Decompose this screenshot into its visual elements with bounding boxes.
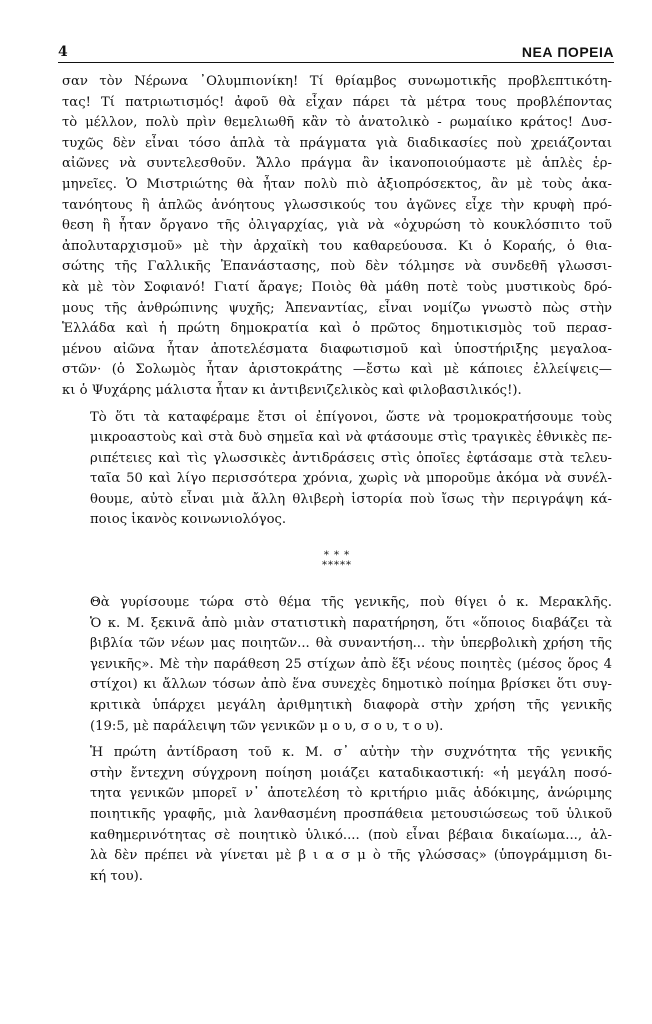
text-line: καθημερινότητας σὲ ποιητικὸ ὑλικό.... (ποὺ εἶναι βέβαια δικαίωμα..., ἀλ- <box>90 827 612 843</box>
text-line: ποιος ἱκανὸς κοινωνιολόγος. <box>90 512 287 528</box>
text-line: λὰ δὲν πρέπει νὰ γίνεται μὲ β ι α σ μ ὸ τῆς γλώσσας» (ὑπογράμμιση δι- <box>90 848 612 864</box>
text-line: αἰῶνες νὰ συντελεσθοῦν. Ἄλλο πράγμα ἂν ἱκανοποιούμαστε μὲ ἁπλὲς ἑρ- <box>62 156 612 172</box>
text-line: γενικῆς». Μὲ τὴν παράθεση 25 στίχων ἀπὸ ἕξι νέους ποιητὲς (μέσος ὅρος 4 <box>90 656 612 672</box>
text-line: τας! Τί πατριωτισμός! ἀφοῦ θὰ εἶχαν πάρει τὰ μέτρα τους προβλέποντας <box>62 94 612 110</box>
text-line: θεση ἢ ἦταν ὄργανο τῆς ὀλιγαρχίας, γιὰ νὰ «ὀχυρώση τὸ κουκλόσπιτο τοῦ <box>62 218 612 234</box>
text-line: βιβλία τῶν νέων μας ποιητῶν... θὰ συναντήση... τὴν ὑπερβολικὴ χρήση τῆς <box>90 636 612 652</box>
text-line: κή του). <box>90 868 143 884</box>
text-line: κριτικὰ ὑπάρχει μεγάλη ἀριθμητικὴ διαφορὰ στὴν χρήση τῆς γενικῆς <box>90 698 612 714</box>
header-rule <box>58 62 614 63</box>
section-separator <box>62 551 612 571</box>
text-line: ἀπολυταρχισμοῦ» μὲ τὴν ἀρχαϊκὴ του καθαρεύουσα. Κι ὁ Κοραής, ὁ θια- <box>62 238 612 254</box>
page-number: 4 <box>58 44 68 60</box>
text-line: μους τῆς ἀνθρώπινης ψυχῆς; Ἀπεναντίας, εἶναι νομίζω γνωστὸ πὼς στὴν <box>62 300 612 316</box>
paragraph-1 <box>62 72 612 402</box>
text-line: (19:5, μὲ παράλειψη τῶν γενικῶν μ ο υ, σ ο υ, τ ο υ). <box>90 718 444 734</box>
text-line: κὰ μὲ τὸν Σοφιανό! Γιατί ἄραγε; Ποιὸς θὰ μάθη ποτὲ τοὺς μυστικοὺς δρό- <box>62 279 612 295</box>
text-line: Ἡ πρώτη ἀντίδραση τοῦ κ. Μ. σ᾿ αὐτὴν τὴν συχνότητα τῆς γενικῆς <box>90 745 612 761</box>
text-line: Ὁ κ. Μ. ξεκινᾶ ἀπὸ μιὰν στατιστικὴ παρατήρηση, ὅτι «ὅποιος διαβάζει τὰ <box>90 615 612 631</box>
text-line: στῶν· (ὁ Σολωμὸς ἦταν ἀριστοκράτης —ἔστω καὶ μὲ κάποιες ἐλλείψεις— <box>62 362 612 378</box>
paragraph-4 <box>62 743 612 887</box>
text-line: Ἑλλάδα καὶ ἡ πρώτη δημοκρατία καὶ ὁ πρῶτος δημοτικισμὸς τοῦ περασ- <box>62 321 612 337</box>
page-header <box>58 38 614 60</box>
text-line: Θὰ γυρίσουμε τώρα στὸ θέμα τῆς γενικῆς, ποὺ θίγει ὁ κ. Μερακλῆς. <box>90 595 612 611</box>
text-line: ποιητικῆς γραφῆς, μιὰ λανθασμένη προσπάθεια μετουσιώσεως τοῦ ὑλικοῦ <box>90 807 612 822</box>
article-body <box>62 72 612 887</box>
text-line: τὸ μέλλον, πολὺ πρὶν θεμελιωθῆ κἂν τὸ ἀνατολικὸ - ρωμαίικο κράτος! Δυσ- <box>62 115 612 131</box>
text-line: ταῖα 50 καὶ λίγο περισσότερα χρόνια, χωρὶς νὰ μποροῦμε ἀκόμα νὰ συνέλ- <box>90 471 612 487</box>
text-line: μικροαστοὺς καὶ στὰ δυὸ σημεῖα καὶ νὰ φτάσουμε στὶς τραγικὲς ἐθνικὲς πε- <box>90 430 612 446</box>
text-line: μηνεῖες. Ὁ Μιστριώτης θὰ ἦταν πολὺ πιὸ ἀξιοπρόσεκτος, ἂν μὲ τοὺς ἀκα- <box>62 176 612 192</box>
text-line: σώτης τῆς Γαλλικῆς Ἐπανάστασης, ποὺ δὲν τόλμησε νὰ συνδεθῆ γλωσσι- <box>62 259 612 275</box>
text-line: τυχῶς δὲν εἶναι τόσο ἁπλὰ τὰ πράγματα γιὰ διαδικασίες ποὺ χρειάζονται <box>62 135 612 151</box>
text-line: στίχοι) κι ἄλλων τόσων ἀπὸ ἕνα συνεχὲς δημοτικὸ ποίημα βρίσκει ὅτι συγ- <box>90 677 612 693</box>
text-line: θουμε, αὐτὸ εἶναι μιὰ ἄλλη θλιβερὴ ἱστορία ποὺ ἴσως τὴν περιγράψη κά- <box>90 491 612 507</box>
separator-top: * * * <box>323 550 351 562</box>
text-line: στὴν ἔντεχνη σύγχρονη ποίηση μοιάζει καταδικαστική: «ἡ μεγάλη ποσό- <box>90 765 612 781</box>
text-line: Τὸ ὅτι τὰ καταφέραμε ἔτσι οἱ ἐπίγονοι, ὥστε νὰ τρομοκρατήσουμε τοὺς <box>90 409 612 425</box>
text-line: ριπέτειες καὶ τὶς γλωσσικὲς ἀντιδράσεις στὶς ὁποῖες ἐφτάσαμε στὰ τελευ- <box>90 450 612 466</box>
text-line: μένου αἰῶνα ἦταν ἀποτελέσματα διαφωτισμοῦ καὶ ὑποστήριξης μεγαλοα- <box>62 341 612 357</box>
text-line: τητα γενικῶν μπορεῖ ν᾿ ἀποτελέση τὸ κριτήριο μιᾶς ἀδόκιμης, ἀνώριμης <box>90 786 612 802</box>
paragraph-2 <box>62 408 612 532</box>
text-line: κι ὁ Ψυχάρης μάλιστα ἦταν κι ἀντιβενιζελικὸς καὶ φιλοβασιλικός!). <box>62 382 522 398</box>
separator-bottom: ***** <box>322 560 352 572</box>
text-line: σαν τὸν Νέρωνα ᾿Ολυμπιονίκη! Τί θρίαμβος συνωμοτικῆς προβλεπτικότη- <box>62 74 612 89</box>
journal-title: ΝΕΑ ΠΟΡΕΙΑ <box>521 44 614 60</box>
text-line: τανόητους ἢ ἁπλῶς ἀνόητους γλωσσικούς του ἀγῶνες εἶχε τὴν κρυφὴ πρό- <box>62 197 612 213</box>
paragraph-3 <box>62 593 612 737</box>
